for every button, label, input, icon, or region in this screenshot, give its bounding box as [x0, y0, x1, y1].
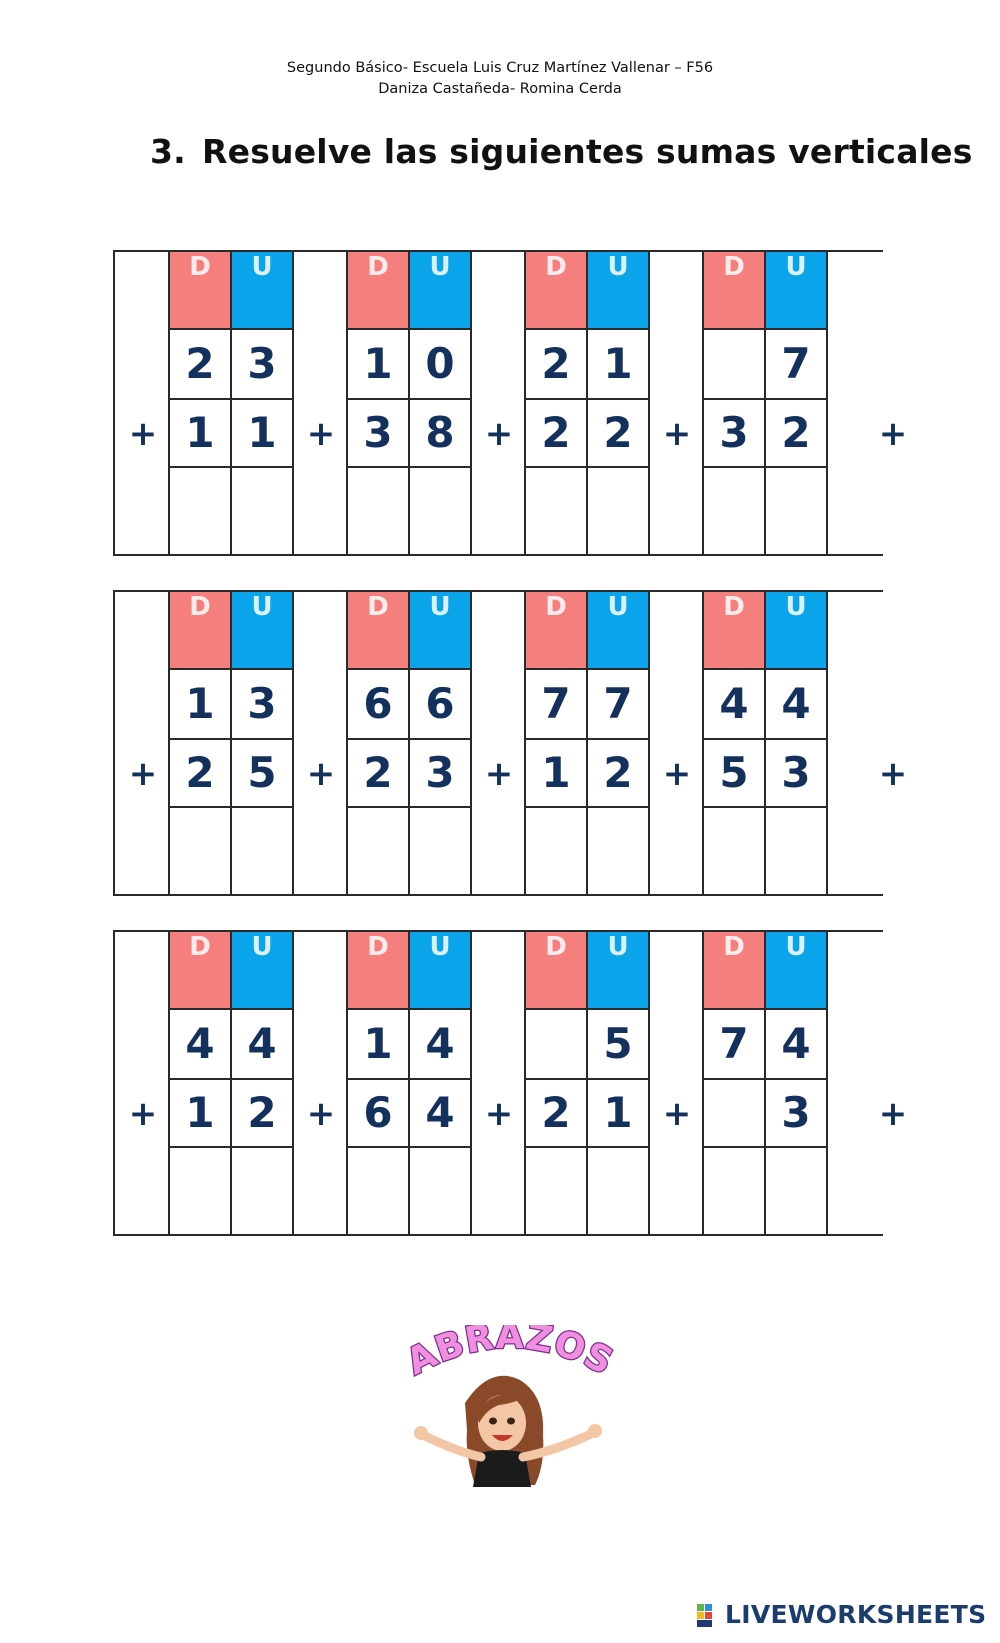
header-authors-line: Daniza Castañeda- Romina Cerda: [378, 81, 622, 97]
answer-cell[interactable]: [705, 809, 763, 892]
addend-bottom-digit: 2: [781, 408, 811, 457]
addend-top-digit: 7: [719, 1019, 749, 1068]
sticker-word: ABRAZOS: [400, 1325, 620, 1384]
addend-bottom-digit: 6: [363, 1088, 393, 1137]
addend-bottom-digit: 8: [425, 408, 455, 457]
addend-bottom-digit: 1: [185, 1088, 215, 1137]
tens-label: D: [545, 932, 567, 962]
addend-top-digit: [703, 329, 765, 399]
addend-top-digit: 7: [781, 339, 811, 388]
exercise-title: [150, 132, 973, 171]
units-label: U: [251, 932, 273, 962]
answer-cell[interactable]: [411, 1149, 469, 1232]
answer-cell[interactable]: [767, 1149, 825, 1232]
plus-sign: +: [128, 1094, 158, 1134]
units-label: U: [785, 932, 807, 962]
worksheet-header: [0, 58, 1000, 100]
answer-cell[interactable]: [705, 1149, 763, 1232]
addend-top-digit: 1: [603, 339, 633, 388]
addend-bottom-digit: 3: [363, 408, 393, 457]
plus-sign: +: [662, 754, 692, 794]
addend-bottom-digit: 2: [603, 408, 633, 457]
units-label: U: [607, 592, 629, 622]
abrazos-sticker: [395, 1325, 625, 1490]
answer-cell[interactable]: [233, 1149, 291, 1232]
tens-label: D: [723, 932, 745, 962]
plus-sign: +: [662, 1094, 692, 1134]
answer-cell[interactable]: [171, 469, 229, 552]
plus-sign: +: [484, 414, 514, 454]
header-school-line: Segundo Básico- Escuela Luis Cruz Martínez Vallenar – F56: [286, 60, 714, 76]
plus-sign: +: [306, 1094, 336, 1134]
plus-sign: +: [306, 414, 336, 454]
tens-label: D: [189, 592, 211, 622]
brand-text: LIVEWORKSHEETS: [725, 1600, 987, 1629]
addend-top-digit: 6: [425, 679, 455, 728]
tens-label: D: [189, 932, 211, 962]
addend-top-digit: 3: [247, 679, 277, 728]
addend-top-digit: 4: [781, 1019, 811, 1068]
answer-cell[interactable]: [527, 1149, 585, 1232]
addition-block: [113, 930, 908, 1236]
plus-sign: +: [662, 414, 692, 454]
tens-label: D: [367, 592, 389, 622]
plus-sign: +: [128, 754, 158, 794]
addend-bottom-digit: 5: [247, 748, 277, 797]
addend-top-digit: 2: [541, 339, 571, 388]
plus-sign: +: [128, 414, 158, 454]
tens-label: D: [367, 252, 389, 282]
units-label: U: [607, 252, 629, 282]
addend-bottom-digit: 4: [425, 1088, 455, 1137]
units-label: U: [785, 252, 807, 282]
plus-sign: +: [484, 754, 514, 794]
addend-top-digit: 4: [247, 1019, 277, 1068]
answer-cell[interactable]: [171, 1149, 229, 1232]
answer-cell[interactable]: [349, 809, 407, 892]
addend-top-digit: 5: [603, 1019, 633, 1068]
addend-bottom-digit: 1: [247, 408, 277, 457]
answer-cell[interactable]: [767, 469, 825, 552]
addend-top-digit: 4: [781, 679, 811, 728]
addend-bottom-digit: 1: [541, 748, 571, 797]
plus-sign: +: [306, 754, 336, 794]
addend-bottom-digit: 3: [781, 748, 811, 797]
units-label: U: [251, 592, 273, 622]
units-label: U: [429, 252, 451, 282]
liveworksheets-logo-icon: [697, 1604, 721, 1628]
units-label: U: [785, 592, 807, 622]
addition-block: [113, 590, 908, 896]
addend-top-digit: 2: [185, 339, 215, 388]
answer-cell[interactable]: [411, 469, 469, 552]
addend-bottom-digit: 3: [425, 748, 455, 797]
addend-top-digit: 7: [603, 679, 633, 728]
units-label: U: [429, 592, 451, 622]
addend-top-digit: 4: [185, 1019, 215, 1068]
addend-bottom-digit: 1: [603, 1088, 633, 1137]
answer-cell[interactable]: [705, 469, 763, 552]
tens-label: D: [723, 592, 745, 622]
addend-bottom-digit: 2: [603, 748, 633, 797]
answer-cell[interactable]: [349, 469, 407, 552]
answer-cell[interactable]: [171, 809, 229, 892]
addend-bottom-digit: [703, 1078, 765, 1148]
plus-sign: +: [878, 414, 908, 454]
units-label: U: [607, 932, 629, 962]
addend-top-digit: 1: [363, 1019, 393, 1068]
answer-cell[interactable]: [527, 469, 585, 552]
exercise-number: 3.: [150, 132, 186, 171]
svg-text:ABRAZOS: [400, 1325, 620, 1383]
addend-bottom-digit: 2: [363, 748, 393, 797]
answer-cell[interactable]: [589, 469, 647, 552]
addend-bottom-digit: 2: [247, 1088, 277, 1137]
tens-label: D: [367, 932, 389, 962]
addend-bottom-digit: 2: [185, 748, 215, 797]
tens-label: D: [545, 592, 567, 622]
addend-bottom-digit: 5: [719, 748, 749, 797]
tens-label: D: [189, 252, 211, 282]
answer-cell[interactable]: [411, 809, 469, 892]
answer-cell[interactable]: [589, 809, 647, 892]
answer-cell[interactable]: [527, 809, 585, 892]
addend-top-digit: 7: [541, 679, 571, 728]
units-label: U: [429, 932, 451, 962]
hugging-avatar-icon: [395, 1325, 625, 1490]
plus-sign: +: [484, 1094, 514, 1134]
addend-top-digit: 3: [247, 339, 277, 388]
addition-block: [113, 250, 908, 556]
answer-cell[interactable]: [233, 469, 291, 552]
tens-label: D: [723, 252, 745, 282]
tens-label: D: [545, 252, 567, 282]
addend-top-digit: 0: [425, 339, 455, 388]
exercise-instruction: Resuelve las siguientes sumas verticales: [202, 132, 973, 171]
addend-bottom-digit: 2: [541, 1088, 571, 1137]
addend-top-digit: 4: [425, 1019, 455, 1068]
addend-top-digit: 1: [185, 679, 215, 728]
addend-top-digit: 6: [363, 679, 393, 728]
answer-cell[interactable]: [589, 1149, 647, 1232]
addend-bottom-digit: 1: [185, 408, 215, 457]
addend-bottom-digit: 3: [781, 1088, 811, 1137]
answer-cell[interactable]: [767, 809, 825, 892]
answer-cell[interactable]: [349, 1149, 407, 1232]
plus-sign: +: [878, 754, 908, 794]
addend-top-digit: [525, 1009, 587, 1079]
addend-bottom-digit: 3: [719, 408, 749, 457]
plus-sign: +: [878, 1094, 908, 1134]
addend-bottom-digit: 2: [541, 408, 571, 457]
answer-cell[interactable]: [233, 809, 291, 892]
addend-top-digit: 1: [363, 339, 393, 388]
addend-top-digit: 4: [719, 679, 749, 728]
units-label: U: [251, 252, 273, 282]
